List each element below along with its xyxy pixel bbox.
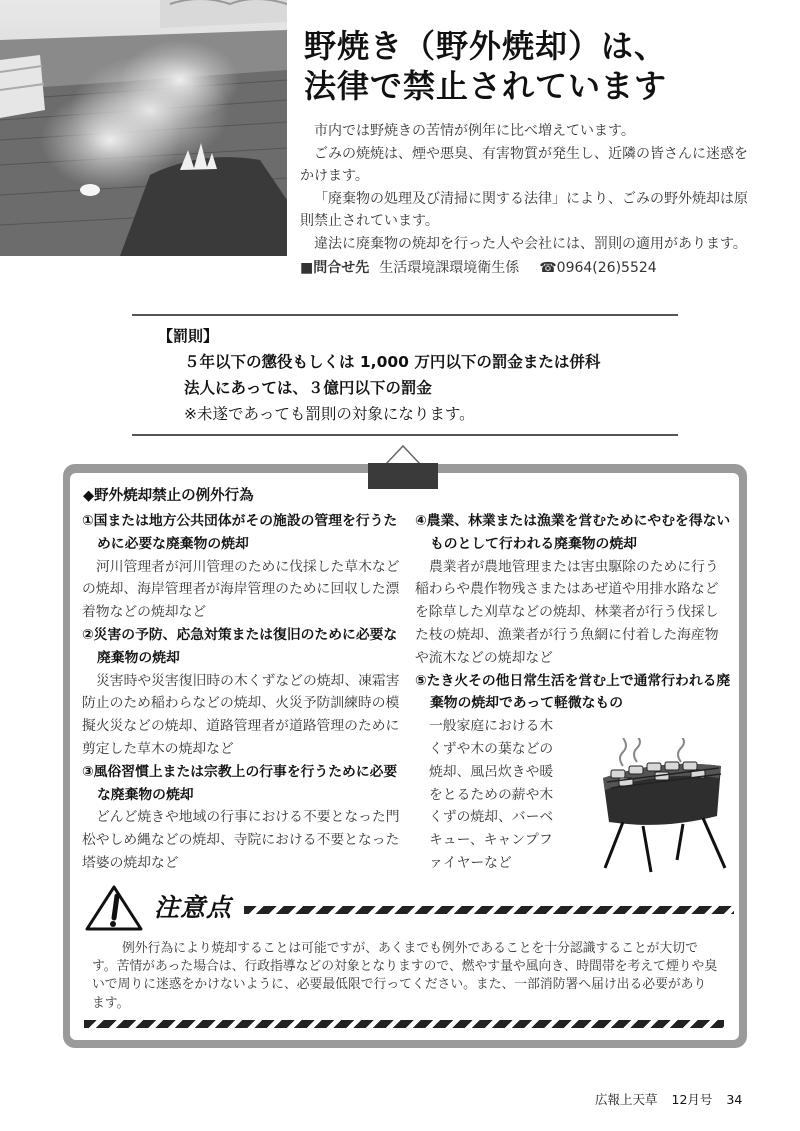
headline-line-1: 野焼き（野外焼却）は、	[304, 27, 668, 65]
exception-item-body: 農業者が農地管理または害虫駆除のために行う稲わらや農作物残さまたはあぜ道や用排水路などを除草した刈草などの焼却、林業者が行う伐採した枝の焼却、漁業者が行う魚網に付着した海産物や流木などの焼却など	[415, 558, 719, 666]
contact-phone: ☎0964(26)5524	[539, 259, 657, 276]
intro-paragraph: 違法に廃棄物の焼却を行った人や会社には、罰則の適用があります。	[314, 235, 747, 252]
exception-item-heading: ②災害の予防、応急対策または復旧のために必要な廃棄物の焼却	[82, 626, 398, 666]
headline-line-2: 法律で禁止されています	[304, 67, 668, 105]
contact-info	[300, 257, 760, 280]
exception-item-body: 一般家庭における木くずや木の葉などの焼却、風呂炊きや暖をとるための薪や木くずの焼却、バーベキュー、キャンプファイヤーなど	[429, 718, 554, 871]
intro-text	[300, 120, 760, 279]
caution-text	[92, 940, 718, 1013]
exception-item-heading: ①国または地方公共団体がその施設の管理を行うために必要な廃棄物の焼却	[82, 513, 398, 552]
page-headline	[304, 26, 784, 106]
caution-title: 注意点	[154, 893, 233, 922]
intro-paragraph: 市内では野焼きの苦情が例年に比べ増えています。	[314, 123, 635, 139]
penalty-line-2: 法人にあっては、３億円以下の罰金	[184, 379, 432, 397]
penalty-note: ※未遂であっても罰則の対象になります。	[184, 405, 475, 423]
caution-header	[84, 886, 734, 934]
exceptions-title: ◆野外焼却禁止の例外行為	[83, 488, 254, 504]
caution-paragraph: 例外行為により焼却することは可能ですが、あくまでも例外であることを十分認識することが大切です。苦情があった場合は、行政指導などの対象となりますので、燃やす量や風向き、時間帯を考えて煙りや臭いで周りに迷惑をかけないように、必要最低限で行ってください。また、一部消防署へ届け出る必要があります。	[92, 941, 718, 1011]
exception-item-body: 河川管理者が河川管理のために伐採した草木などの焼却、海岸管理者が海岸管理のために回収した漂着物などの焼却など	[82, 558, 400, 621]
page-number: 34	[726, 1092, 743, 1107]
exception-item-body: 災害時や災害復旧時の木くずなどの焼却、凍霜害防止のため稲わらなどの焼却、火災予防訓練時の模擬火災などの焼却、道路管理者が道路管理のために剪定した草木の焼却など	[82, 672, 400, 757]
caution-stripe	[244, 906, 734, 914]
exception-item-heading: ③風俗習慣上または宗教上の行事を行うために必要な廃棄物の焼却	[82, 763, 398, 803]
contact-label: ■問合せ先	[300, 259, 370, 276]
exception-item-heading: ④農業、林業または漁業を営むためにやむを得ないものとして行われる廃棄物の焼却	[415, 513, 731, 552]
penalty-heading: 【罰則】	[158, 327, 219, 345]
penalty-section	[132, 314, 678, 436]
hanging-tab	[368, 444, 438, 484]
publication-name: 広報上天草	[595, 1092, 658, 1107]
barbecue-grill-illustration	[593, 738, 735, 876]
page-footer	[595, 1090, 756, 1108]
issue-month: 12月号	[671, 1092, 713, 1107]
bottom-stripe	[84, 1020, 724, 1028]
exception-item-body: どんど焼きや地域の行事における不要となった門松やしめ縄などの焼却、寺院における不要となった塔婆の焼却など	[82, 809, 400, 871]
exceptions-left-column	[82, 510, 400, 875]
intro-paragraph: 「廃棄物の処理及び清掃に関する法律」により、ごみの野外焼却は原則禁止されています。	[300, 190, 748, 230]
burning-field-photo	[0, 0, 287, 256]
contact-department: 生活環境課環境衛生係	[379, 259, 520, 276]
exception-item-heading: ⑤たき火その他日常生活を営む上で通常行われる廃棄物の焼却であって軽微なもの	[415, 672, 731, 712]
warning-icon	[84, 884, 144, 932]
intro-paragraph: ごみの焼焼は、煙や悪臭、有害物質が発生し、近隣の皆さんに迷惑をかけます。	[300, 145, 748, 185]
penalty-line-1: ５年以下の懲役もしくは 1,000 万円以下の罰金または併科	[184, 353, 601, 371]
